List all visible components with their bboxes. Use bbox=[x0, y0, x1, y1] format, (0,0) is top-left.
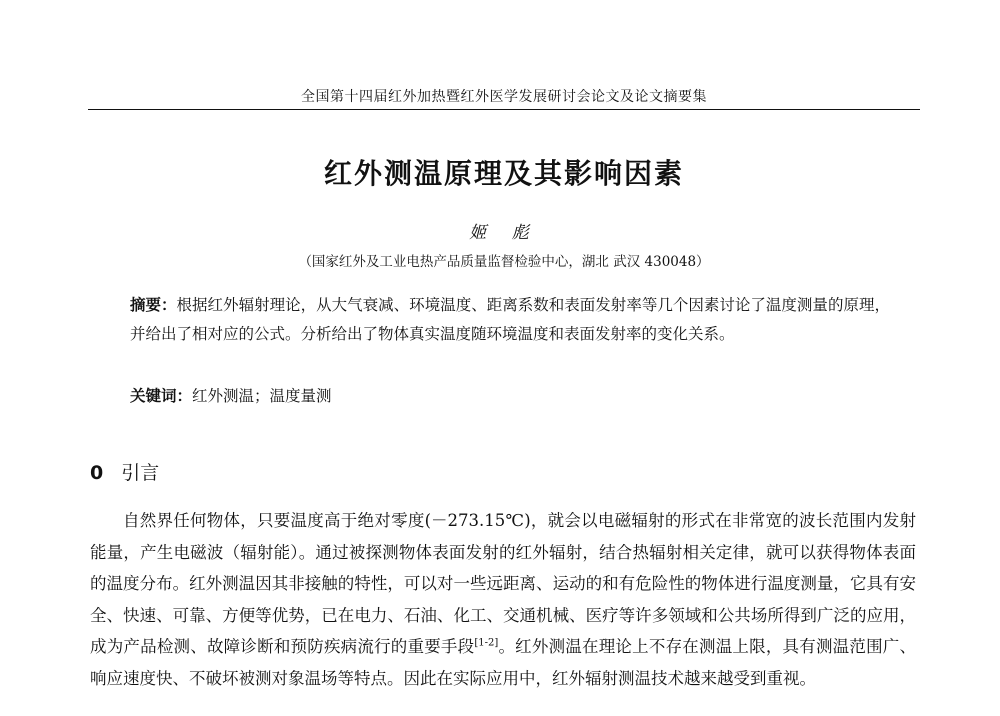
author-name: 姬 彪 bbox=[469, 223, 539, 243]
section-heading-introduction bbox=[90, 458, 159, 485]
keywords bbox=[130, 382, 890, 411]
author-affiliation: （国家红外及工业电热产品质量监督检验中心，湖北 武汉 430048） bbox=[298, 254, 710, 270]
section-title: 引言 bbox=[121, 462, 160, 484]
intro-text-part-1: 自然界任何物体，只要温度高于绝对零度(－273.15℃)，就会以电磁辐射的形式在非常宽的波长范围内发射能量，产生电磁波（辐射能）。通过被探测物体表面发射的红外辐射，结合热辐射相关定律，就可以获得物体表面的温度分布。红外测温因其非接触的特性，可以对一些远距离、运动的和有危险性的物体进行温度测量，它具有安全、快速、可靠、方便等优势，已在电力、石油、化工、交通机械、医疗等许多领域和公共场所得到广泛的应用，成为产品检测、故障诊断和预防疾病流行的重要手段 bbox=[90, 511, 916, 656]
abstract bbox=[130, 291, 890, 349]
abstract-label: 摘要： bbox=[130, 296, 177, 314]
citation-ref[interactable]: [1-2] bbox=[474, 637, 499, 649]
section-number: 0 bbox=[90, 462, 104, 484]
intro-text-part-2: 。红外测温在理论上不存在测温上限，具有测温范围广、响应速度快、不破坏被测对象温场等特点。因此在实际应用中，红外辐射测温技术越来越受到重视。 bbox=[90, 637, 917, 688]
keywords-text: 红外测温；温度量测 bbox=[192, 387, 332, 405]
header-rule bbox=[88, 109, 920, 110]
paper-title: 红外测温原理及其影响因素 bbox=[323, 157, 684, 190]
running-header: 全国第十四届红外加热暨红外医学发展研讨会论文及论文摘要集 bbox=[301, 89, 707, 105]
keywords-label: 关键词： bbox=[130, 387, 193, 405]
intro-paragraph bbox=[90, 505, 916, 694]
abstract-text: 根据红外辐射理论，从大气衰减、环境温度、距离系数和表面发射率等几个因素讨论了温度测量的原理，并给出了相对应的公式。分析给出了物体真实温度随环境温度和表面发射率的变化关系。 bbox=[130, 296, 890, 343]
